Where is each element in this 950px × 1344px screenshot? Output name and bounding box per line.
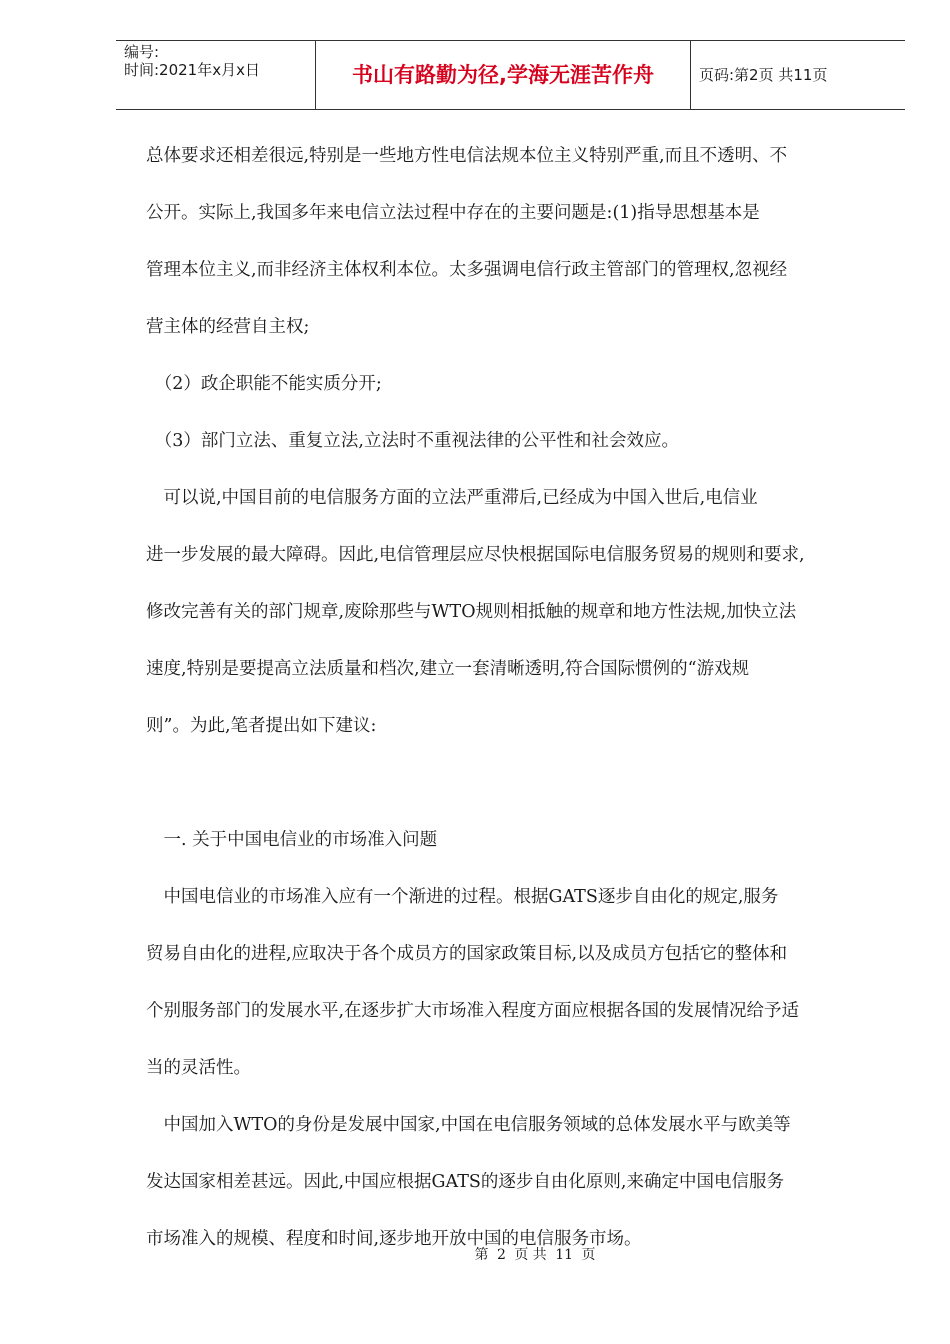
body-line: 则”。为此,笔者提出如下建议: (146, 716, 377, 736)
footer-suffix: 页 (581, 1247, 596, 1263)
section-heading: 一. 关于中国电信业的市场准入问题 (146, 830, 438, 850)
body-line: （3）部门立法、重复立法,立法时不重视法律的公平性和社会效应。 (146, 431, 679, 451)
footer-prefix: 第 (474, 1247, 489, 1263)
paragraph-gap (146, 755, 886, 812)
body-line: 当的灵活性。 (146, 1058, 251, 1078)
body-line: 速度,特别是要提高立法质量和档次,建立一套清晰透明,符合国际惯例的“游戏规 (146, 659, 750, 679)
body-line: 营主体的经营自主权; (146, 317, 310, 337)
body-line: 个别服务部门的发展水平,在逐步扩大市场准入程度方面应根据各国的发展情况给予适 (146, 1001, 800, 1021)
header-motto: 书山有路勤为径,学海无涯苦作舟 (316, 41, 691, 109)
body-line: 总体要求还相差很远,特别是一些地方性电信法规本位主义特别严重,而且不透明、不 (146, 146, 788, 166)
header-meta (116, 41, 316, 109)
body-line: 修改完善有关的部门规章,废除那些与WTO规则相抵触的规章和地方性法规,加快立法 (146, 602, 797, 622)
footer-page-number: 2 (496, 1247, 506, 1263)
body-line: 可以说,中国目前的电信服务方面的立法严重滞后,已经成为中国入世后,电信业 (146, 488, 758, 508)
body-line: 发达国家相差甚远。因此,中国应根据GATS的逐步自由化原则,来确定中国电信服务 (146, 1172, 784, 1192)
header-page-info: 页码:第2页 共11页 (699, 66, 828, 84)
body-line: 进一步发展的最大障碍。因此,电信管理层应尽快根据国际电信服务贸易的规则和要求, (146, 545, 805, 565)
document-number-label: 编号: (124, 43, 160, 61)
footer-total-pages: 11 (555, 1247, 574, 1263)
document-time-label: 时间:2021年x月x日 (124, 61, 260, 79)
page-header (116, 40, 905, 110)
footer-middle: 页 共 (514, 1247, 547, 1263)
body-line: （2）政企职能不能实质分开; (146, 374, 382, 394)
body-line: 中国电信业的市场准入应有一个渐进的过程。根据GATS逐步自由化的规定,服务 (146, 887, 779, 907)
page-footer (0, 1244, 950, 1264)
body-line: 贸易自由化的进程,应取决于各个成员方的国家政策目标,以及成员方包括它的整体和 (146, 944, 788, 964)
body-line: 市场准入的规模、程度和时间,逐步地开放中国的电信服务市场。 (146, 1229, 642, 1249)
document-body (146, 128, 886, 1268)
body-line: 中国加入WTO的身份是发展中国家,中国在电信服务领域的总体发展水平与欧美等 (146, 1115, 791, 1135)
body-line: 管理本位主义,而非经济主体权利本位。太多强调电信行政主管部门的管理权,忽视经 (146, 260, 788, 280)
body-line: 公开。实际上,我国多年来电信立法过程中存在的主要问题是:(1)指导思想基本是 (146, 203, 760, 223)
